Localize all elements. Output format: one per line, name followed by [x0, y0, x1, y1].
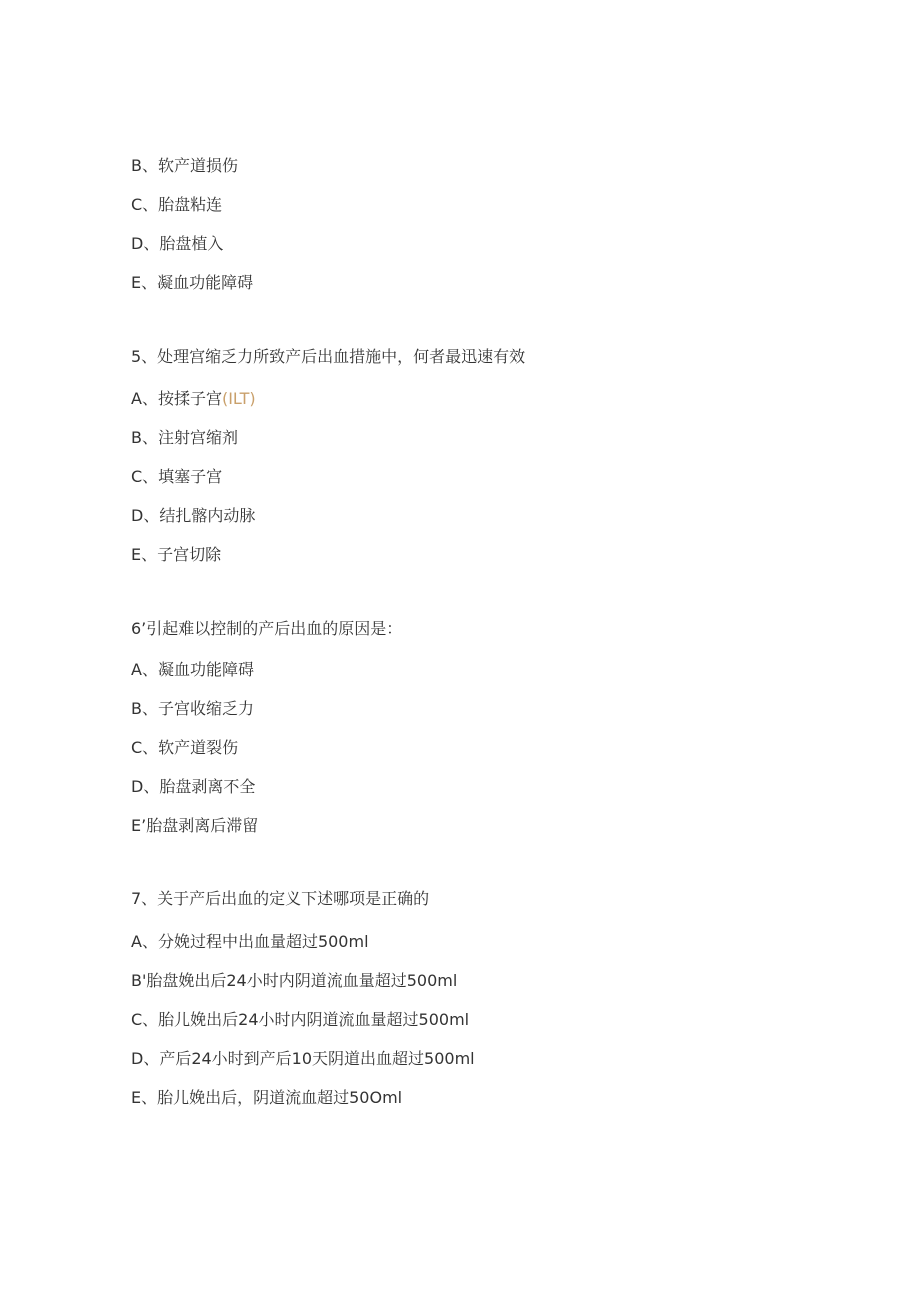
- q5-option-c: C、填塞子宫: [131, 467, 223, 486]
- q4-option-c: C、胎盘粘连: [131, 195, 223, 214]
- q7-option-a: A、分娩过程中出血量超过500ml: [131, 932, 369, 951]
- q5-stem: 5、处理宫缩乏力所致产后出血措施中，何者最迅速有效: [131, 347, 526, 366]
- q6-option-a: A、凝血功能障碍: [131, 660, 254, 679]
- q4-option-b: B、软产道损伤: [131, 156, 238, 175]
- q5-option-a: [131, 388, 256, 410]
- q6-option-b: B、子宫收缩乏力: [131, 699, 254, 718]
- q4-option-d: D、胎盘植入: [131, 234, 224, 253]
- q5-option-a-text: A、按揉子宫: [131, 389, 222, 408]
- q6-option-d: D、胎盘剥离不全: [131, 777, 256, 796]
- q6-stem: 6’引起难以控制的产后出血的原因是：: [131, 619, 403, 638]
- q7-option-c: C、胎儿娩出后24小时内阴道流血量超过500ml: [131, 1010, 470, 1029]
- q6-option-e: E’胎盘剥离后滞留: [131, 816, 259, 835]
- q7-option-e: E、胎儿娩出后，阴道流血超过50Oml: [131, 1088, 403, 1107]
- q5-option-b: B、注射宫缩剂: [131, 428, 238, 447]
- q7-stem: 7、关于产后出血的定义下述哪项是正确的: [131, 889, 430, 908]
- q5-option-e: E、子宫切除: [131, 545, 222, 564]
- q4-option-e: E、凝血功能障碍: [131, 273, 254, 292]
- q7-option-b: B'胎盘娩出后24小时内阴道流血量超过500ml: [131, 971, 458, 990]
- q5-option-a-note: (ILT): [221, 389, 256, 408]
- q7-option-d: D、产后24小时到产后10天阴道出血超过500ml: [131, 1049, 475, 1068]
- q6-option-c: C、软产道裂伤: [131, 738, 239, 757]
- q5-option-d: D、结扎髂内动脉: [131, 506, 256, 525]
